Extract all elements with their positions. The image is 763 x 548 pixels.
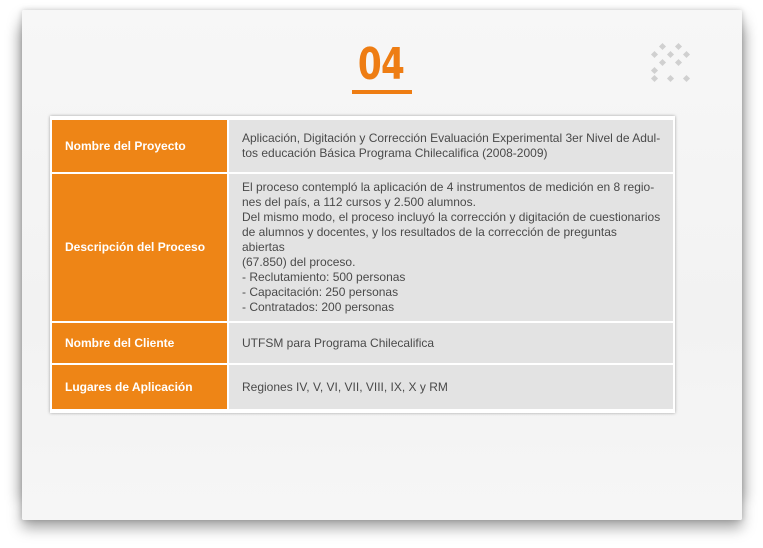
project-table	[50, 116, 675, 413]
page-number: 04	[357, 39, 405, 90]
row-label-client-name: Nombre del Cliente	[52, 323, 229, 363]
text-line: Del mismo modo, el proceso incluyó la corrección y digitación de cuestionarios	[242, 210, 661, 224]
text-line: de alumnos y docentes, y los resultados de la corrección de preguntas abiertas	[242, 225, 617, 254]
row-label-process-description: Descripción del Proceso	[52, 174, 229, 321]
row-value-client-name	[229, 323, 673, 363]
text-line: - Contratados: 200 personas	[242, 300, 395, 314]
text-line: El proceso contempló la aplicación de 4 instrumentos de medición en 8 regio-	[242, 180, 655, 194]
row-label-project-name: Nombre del Proyecto	[52, 120, 229, 172]
text-line: (67.850) del proceso.	[242, 255, 356, 269]
text-line: Aplicación, Digitación y Corrección Evaluación Experimental 3er Nivel de Adul-	[242, 131, 661, 145]
table-row	[52, 323, 673, 363]
text-line: - Capacitación: 250 personas	[242, 285, 399, 299]
text-line: UTFSM para Programa Chilecalifica	[242, 335, 435, 350]
row-value-process-description	[229, 174, 673, 321]
table-row	[52, 174, 673, 321]
text-line: tos educación Básica Programa Chilecalifica (2008-2009)	[242, 146, 548, 160]
row-value-project-name	[229, 120, 673, 172]
text-line: - Reclutamiento: 500 personas	[242, 270, 406, 284]
text-line: nes del país, a 112 cursos y 2.500 alumnos.	[242, 195, 476, 209]
row-label-application-places: Lugares de Aplicación	[52, 365, 229, 409]
row-value-application-places	[229, 365, 673, 409]
page-number-underline	[352, 90, 412, 94]
table-row	[52, 120, 673, 172]
diamond-dots-icon	[650, 42, 694, 86]
text-line: Regiones IV, V, VI, VII, VIII, IX, X y RM	[242, 379, 448, 394]
table-row	[52, 365, 673, 409]
